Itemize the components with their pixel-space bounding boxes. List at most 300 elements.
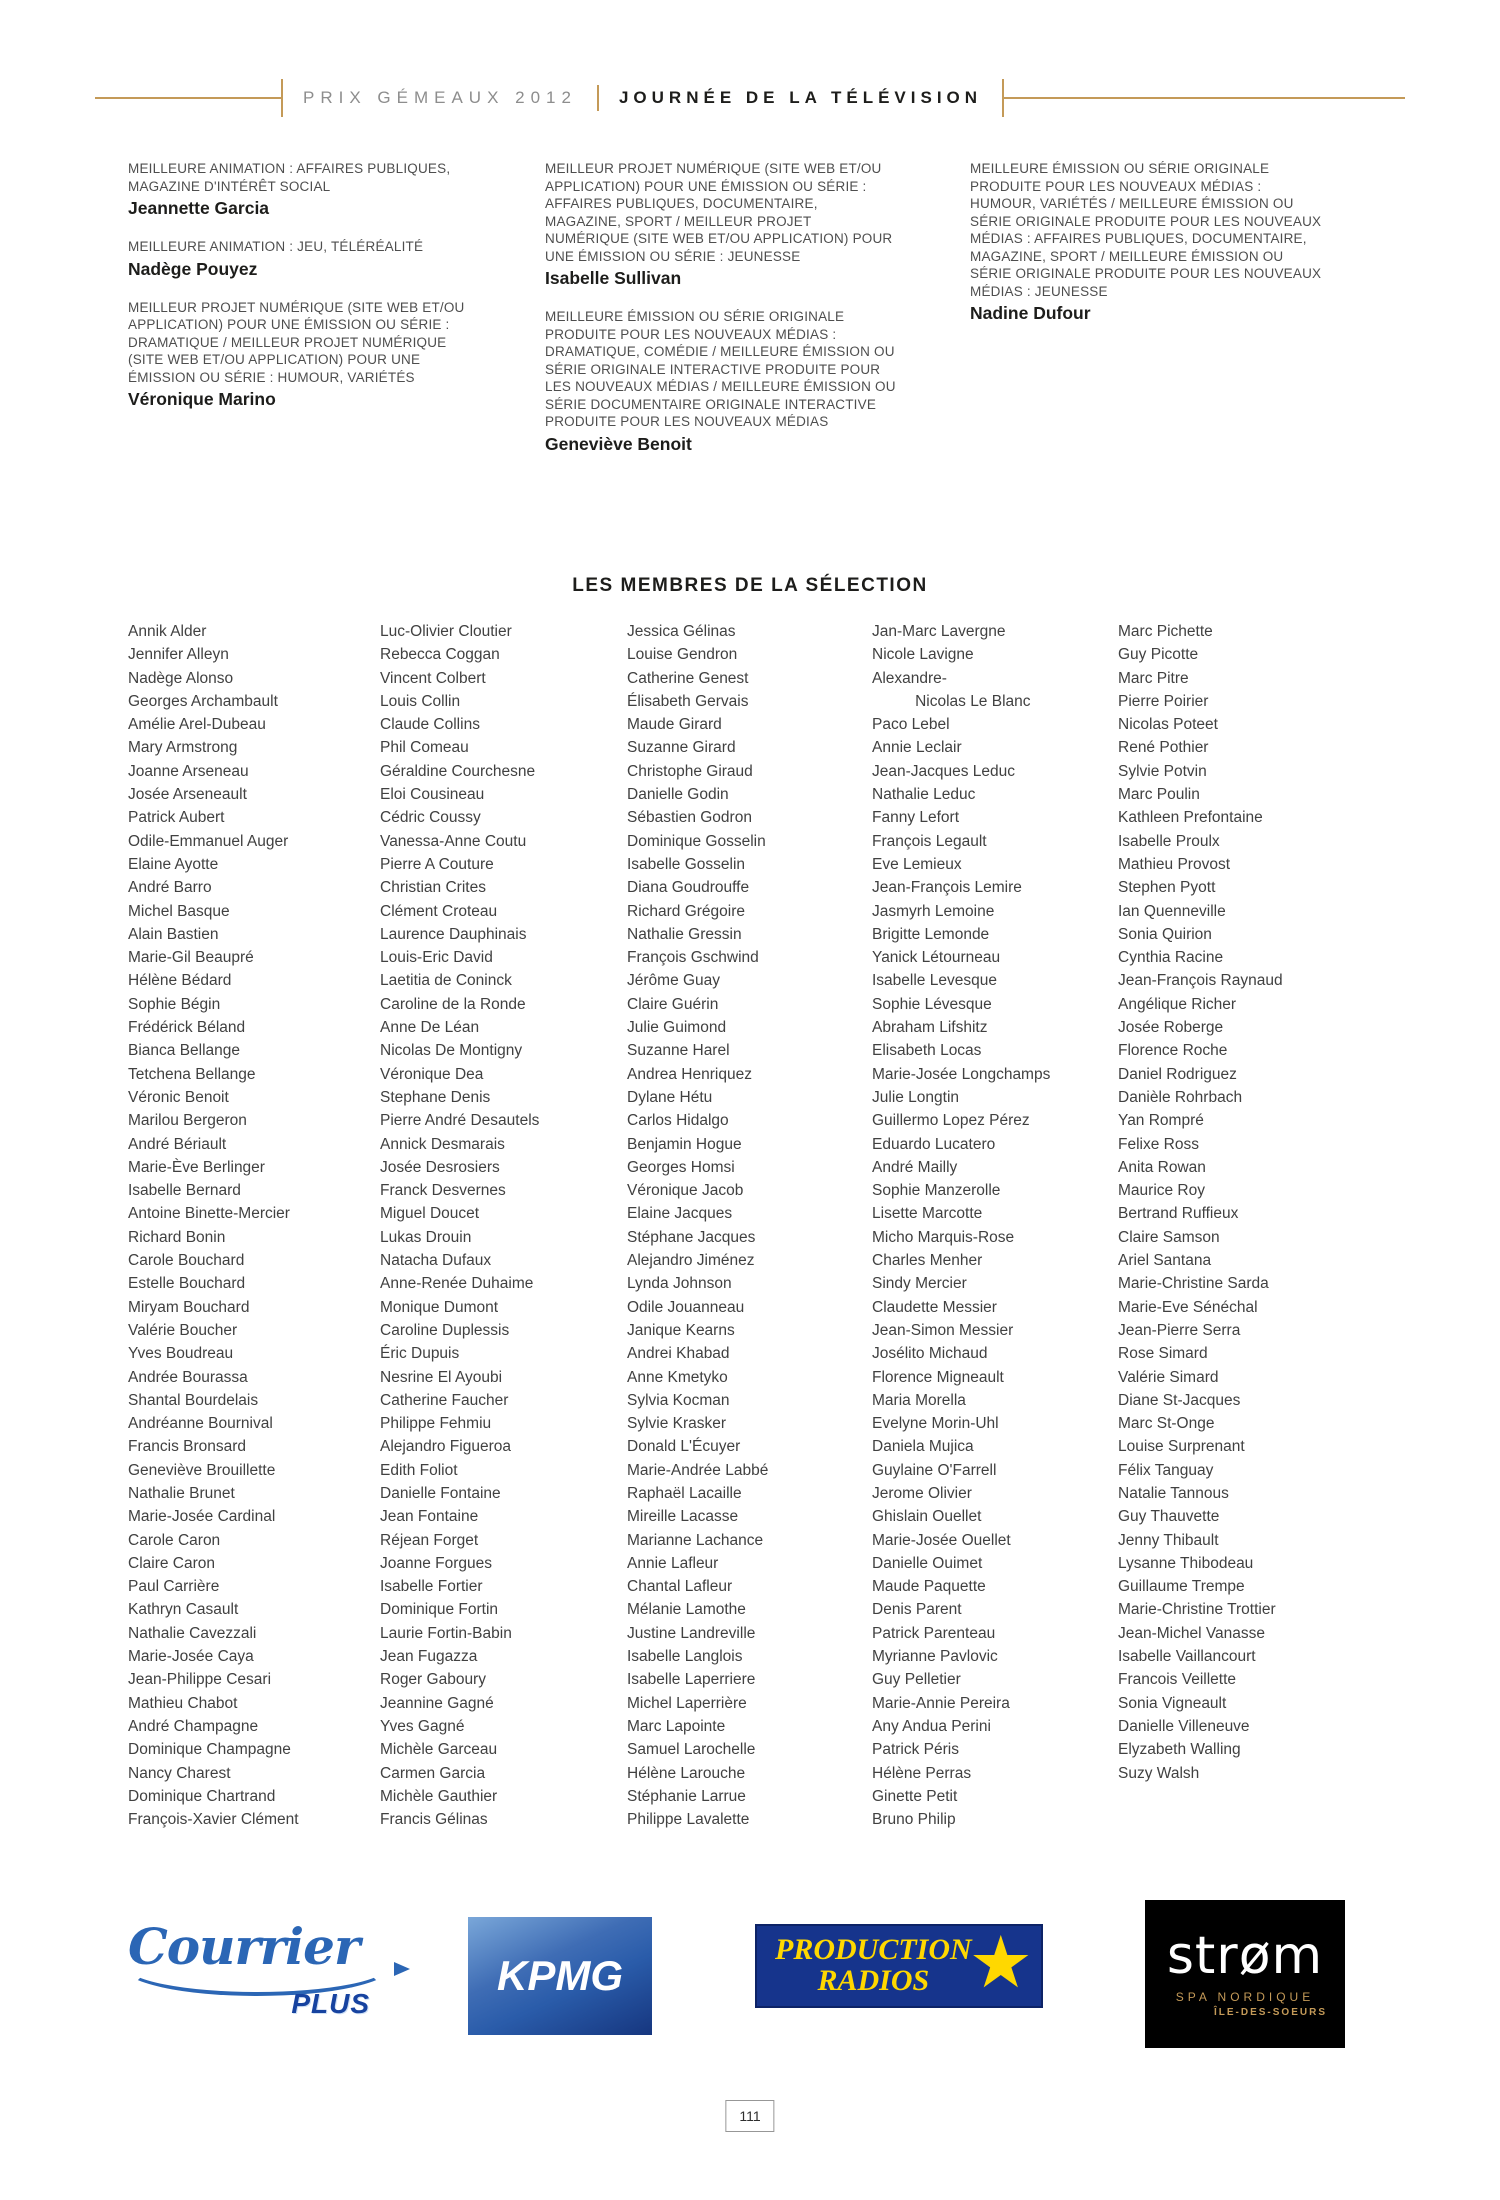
member-name: Josée Arseneault <box>128 786 247 804</box>
member-name: Lisette Marcotte <box>872 1205 983 1223</box>
member-name: Marie-Gil Beaupré <box>128 949 254 967</box>
member-name: Ghislain Ouellet <box>872 1508 982 1526</box>
member-name: Lukas Drouin <box>380 1228 472 1246</box>
award-entry <box>128 299 545 411</box>
member-name: Louis-Eric David <box>380 949 493 967</box>
member-name: Guillaume Trempe <box>1118 1578 1245 1596</box>
member-name: André Mailly <box>872 1158 958 1176</box>
member-name: Marie-Ève Berlinger <box>128 1158 265 1176</box>
member-name: Isabelle Vaillancourt <box>1118 1648 1256 1666</box>
member-name: Andrée Bourassa <box>128 1368 248 1386</box>
member-name: Nicolas Le Blanc <box>872 692 1031 710</box>
member-name: Hélène Bédard <box>128 972 232 990</box>
member-name: Marc Lapointe <box>627 1717 726 1735</box>
member-name: Evelyne Morin-Uhl <box>872 1415 999 1433</box>
member-name: Miryam Bouchard <box>128 1298 250 1316</box>
member-name: Frédérick Béland <box>128 1019 246 1037</box>
member-name: Dominique Fortin <box>380 1601 499 1619</box>
member-name: Justine Landreville <box>627 1624 756 1642</box>
member-name: Sindy Mercier <box>872 1275 967 1293</box>
member-name: Florence Roche <box>1118 1042 1228 1060</box>
member-name: Sonia Vigneault <box>1118 1694 1227 1712</box>
header-title-event: PRIX GÉMEAUX 2012 <box>303 88 577 107</box>
member-name: Julie Guimond <box>627 1019 727 1037</box>
members-section-title: LES MEMBRES DE LA SÉLECTION <box>572 575 928 596</box>
member-name: Géraldine Courchesne <box>380 762 536 780</box>
member-name: Richard Grégoire <box>627 902 746 920</box>
member-name: Annie Leclair <box>872 739 962 757</box>
member-name: Franck Desvernes <box>380 1182 506 1200</box>
award-winner: Isabelle Sullivan <box>545 268 682 288</box>
member-name: Louise Gendron <box>627 646 738 664</box>
courrier-swoosh-shape <box>122 1936 392 1996</box>
member-name: Maria Morella <box>872 1391 966 1409</box>
member-name: Ginette Petit <box>872 1787 958 1805</box>
award-entry <box>128 160 545 219</box>
member-name: Jean-Michel Vanasse <box>1118 1624 1266 1642</box>
member-name: Kathryn Casault <box>128 1601 239 1619</box>
member-name: Chantal Lafleur <box>627 1578 733 1596</box>
member-name: Danielle Villeneuve <box>1118 1717 1250 1735</box>
member-name: Patrick Aubert <box>128 809 225 827</box>
member-name: Denis Parent <box>872 1601 962 1619</box>
member-name: Georges Homsi <box>627 1158 735 1176</box>
production-radios-line1: PRODUCTION <box>775 1933 972 1967</box>
member-name: Claire Caron <box>128 1554 216 1572</box>
member-name: Caroline de la Ronde <box>380 995 526 1013</box>
member-name: Paco Lebel <box>872 716 950 734</box>
member-name: Marilou Bergeron <box>128 1112 247 1130</box>
member-name: Isabelle Bernard <box>128 1182 241 1200</box>
member-name: Sébastien Godron <box>627 809 752 827</box>
member-name: Alain Bastien <box>128 925 219 943</box>
member-name: Eduardo Lucatero <box>872 1135 996 1153</box>
member-name: Natalie Tannous <box>1118 1484 1229 1502</box>
member-name: Stephane Denis <box>380 1088 491 1106</box>
members-column-3 <box>627 620 872 1831</box>
member-name: Julie Longtin <box>872 1088 960 1106</box>
member-name: Claude Collins <box>380 716 480 734</box>
member-name: Daniel Rodriguez <box>1118 1065 1237 1083</box>
member-name: Samuel Larochelle <box>627 1741 756 1759</box>
production-radios-text <box>775 1935 972 1996</box>
member-name: Charles Menher <box>872 1252 983 1270</box>
member-name: Laurie Fortin-Babin <box>380 1624 512 1642</box>
member-name: Stéphanie Larrue <box>627 1787 746 1805</box>
member-name: André Champagne <box>128 1717 259 1735</box>
member-name: Paul Carrière <box>128 1578 220 1596</box>
members-column-1 <box>128 620 380 1831</box>
member-name: Yves Gagné <box>380 1717 465 1735</box>
member-name: Rebecca Coggan <box>380 646 500 664</box>
member-name: Marie-Christine Sarda <box>1118 1275 1269 1293</box>
member-name: François-Xavier Clément <box>128 1811 299 1829</box>
member-name: Hélène Perras <box>872 1764 972 1782</box>
member-name: Richard Bonin <box>128 1228 226 1246</box>
award-category: MEILLEURE ANIMATION : JEU, TÉLÉRÉALITÉ <box>128 239 424 254</box>
member-name: Diana Goudrouffe <box>627 879 750 897</box>
member-name: Clément Croteau <box>380 902 498 920</box>
member-name: Jean-François Raynaud <box>1118 972 1283 990</box>
member-name: Josée Desrosiers <box>380 1158 500 1176</box>
member-name: Elaine Ayotte <box>128 855 219 873</box>
member-name: Jean-Pierre Serra <box>1118 1321 1241 1339</box>
member-name: Carlos Hidalgo <box>627 1112 729 1130</box>
member-name: Jean Fontaine <box>380 1508 479 1526</box>
member-name: Dominique Gosselin <box>627 832 766 850</box>
awards-column-2 <box>545 160 970 474</box>
member-name: Any Andua Perini <box>872 1717 991 1735</box>
member-name: Annick Desmarais <box>380 1135 505 1153</box>
member-name: Jerome Olivier <box>872 1484 972 1502</box>
member-name: Bianca Bellange <box>128 1042 241 1060</box>
member-name: Stéphane Jacques <box>627 1228 756 1246</box>
member-name: Luc-Olivier Cloutier <box>380 623 512 640</box>
member-name: Geneviève Brouillette <box>128 1461 276 1479</box>
member-name: Nathalie Leduc <box>872 786 976 804</box>
page-number: 111 <box>725 2100 774 2132</box>
member-name: Marie-Annie Pereira <box>872 1694 1010 1712</box>
member-name: Suzy Walsh <box>1118 1764 1200 1782</box>
member-name: Sonia Quirion <box>1118 925 1212 943</box>
member-name: Tetchena Bellange <box>128 1065 256 1083</box>
member-name: Claudette Messier <box>872 1298 997 1316</box>
member-name: François Legault <box>872 832 987 850</box>
member-name: Francis Gélinas <box>380 1811 488 1829</box>
member-name: Brigitte Lemonde <box>872 925 990 943</box>
member-name: Sylvie Potvin <box>1118 762 1207 780</box>
member-name: Mireille Lacasse <box>627 1508 739 1526</box>
member-name: Guy Thauvette <box>1118 1508 1220 1526</box>
member-name: Marc St-Onge <box>1118 1415 1215 1433</box>
awards-section <box>128 160 1400 474</box>
award-category: MEILLEUR PROJET NUMÉRIQUE (SITE WEB ET/OU APPLICATION) POUR UNE ÉMISSION OU SÉRIE : AFFAIRES PUBLIQUES, DOCUMENTAIRE, MAGAZINE, SPORT / MEILLEUR PROJET NUMÉRIQUE (SITE WEB ET/OU APPLICATION) POUR UNE ÉMISSION OU SÉRIE : JEUNESSE <box>545 161 893 264</box>
member-name: Patrick Péris <box>872 1741 959 1759</box>
member-name: Donald L'Écuyer <box>627 1438 741 1456</box>
member-name: Nathalie Cavezzali <box>128 1624 257 1642</box>
strom-spa-logo <box>1145 1900 1345 2048</box>
member-name: Éric Dupuis <box>380 1345 460 1363</box>
member-name: Anne Kmetyko <box>627 1368 728 1386</box>
courrier-arrow-icon <box>394 1962 410 1976</box>
member-name: Daniela Mujica <box>872 1438 974 1456</box>
member-name: Christian Crites <box>380 879 486 897</box>
strom-tagline: SPA NORDIQUE <box>1175 1990 1315 2004</box>
member-name: François Gschwind <box>627 949 759 967</box>
member-name: Michel Laperrière <box>627 1694 747 1712</box>
member-name: Myrianne Pavlovic <box>872 1648 998 1666</box>
member-name: Marc Pitre <box>1118 669 1189 687</box>
member-name: Marianne Lachance <box>627 1531 764 1549</box>
member-name: Jennifer Alleyn <box>128 646 229 664</box>
member-name: Isabelle Laperriere <box>627 1671 756 1689</box>
member-name: Kathleen Prefontaine <box>1118 809 1263 827</box>
member-name: Ariel Santana <box>1118 1252 1212 1270</box>
member-name: Marie-Josée Caya <box>128 1648 254 1666</box>
member-name: Philippe Lavalette <box>627 1811 750 1829</box>
member-name: Marie-Christine Trottier <box>1118 1601 1276 1619</box>
award-winner: Véronique Marino <box>128 389 276 409</box>
member-name: Valérie Simard <box>1118 1368 1219 1386</box>
member-name: Janique Kearns <box>627 1321 735 1339</box>
member-name: Louis Collin <box>380 692 461 710</box>
member-name: Jean-Simon Messier <box>872 1321 1014 1339</box>
member-name: Sophie Lévesque <box>872 995 992 1013</box>
header-rule-right <box>1004 97 1405 99</box>
member-name: Yan Rompré <box>1118 1112 1204 1130</box>
member-name: Alejandro Jiménez <box>627 1252 755 1270</box>
member-name: Josélito Michaud <box>872 1345 988 1363</box>
member-name: Mathieu Chabot <box>128 1694 238 1712</box>
member-name: Bertrand Ruffieux <box>1118 1205 1239 1223</box>
member-name: Yanick Létourneau <box>872 949 1001 967</box>
member-name: Sophie Bégin <box>128 995 221 1013</box>
header-rule-left <box>95 97 281 99</box>
member-name: Véronique Jacob <box>627 1182 744 1200</box>
member-name: Isabelle Fortier <box>380 1578 483 1596</box>
member-name: Véronique Dea <box>380 1065 484 1083</box>
member-name: Sylvie Krasker <box>627 1415 727 1433</box>
member-name: Marie-Eve Sénéchal <box>1118 1298 1258 1316</box>
member-name: Hélène Larouche <box>627 1764 746 1782</box>
member-name: Danielle Godin <box>627 786 729 804</box>
member-name: Isabelle Proulx <box>1118 832 1220 850</box>
member-name: Yves Boudreau <box>128 1345 234 1363</box>
member-name: Claire Guérin <box>627 995 719 1013</box>
member-name: Bruno Philip <box>872 1811 956 1829</box>
awards-column-1 <box>128 160 545 474</box>
courrier-plus-logo <box>128 1917 398 2022</box>
member-name: Josée Roberge <box>1118 1019 1224 1037</box>
member-name: Andréanne Bournival <box>128 1415 273 1433</box>
member-name: Estelle Bouchard <box>128 1275 246 1293</box>
member-name: Valérie Boucher <box>128 1321 238 1339</box>
member-name: Laetitia de Coninck <box>380 972 512 990</box>
page-header <box>95 78 1405 118</box>
member-name: Nathalie Gressin <box>627 925 742 943</box>
member-name: Nicolas De Montigny <box>380 1042 523 1060</box>
member-name: Natacha Dufaux <box>380 1252 492 1270</box>
member-name: Ian Quenneville <box>1118 902 1226 920</box>
member-name: Jeannine Gagné <box>380 1694 494 1712</box>
member-name: Lysanne Thibodeau <box>1118 1554 1254 1572</box>
member-name: Joanne Arseneau <box>128 762 249 780</box>
member-name: Odile-Emmanuel Auger <box>128 832 289 850</box>
member-name: Roger Gaboury <box>380 1671 486 1689</box>
award-entry <box>545 308 970 455</box>
member-name: Pierre Poirier <box>1118 692 1209 710</box>
member-name: Guillermo Lopez Pérez <box>872 1112 1030 1130</box>
member-name: Isabelle Gosselin <box>627 855 746 873</box>
member-name: Elaine Jacques <box>627 1205 733 1223</box>
award-entry <box>545 160 970 289</box>
member-name: Carmen Garcia <box>380 1764 486 1782</box>
member-name: Nathalie Brunet <box>128 1484 235 1502</box>
member-name: Annie Lafleur <box>627 1554 719 1572</box>
member-name: Suzanne Harel <box>627 1042 730 1060</box>
member-name: Jenny Thibault <box>1118 1531 1219 1549</box>
member-name: Francis Bronsard <box>128 1438 247 1456</box>
member-name: Jean-Jacques Leduc <box>872 762 1016 780</box>
member-name: Carole Caron <box>128 1531 221 1549</box>
member-name: Danièle Rohrbach <box>1118 1088 1243 1106</box>
member-name: Nicole Lavigne <box>872 646 974 664</box>
award-category: MEILLEURE ÉMISSION OU SÉRIE ORIGINALE PRODUITE POUR LES NOUVEAUX MÉDIAS : DRAMATIQUE, COMÉDIE / MEILLEURE ÉMISSION OU SÉRIE ORIGINALE INTERACTIVE PRODUITE POUR LES NOUVEAUX MÉDIAS / MEILLEURE ÉMISSION OU SÉRIE DOCUMENTAIRE ORIGINALE INTERACTIVE PRODUITE POUR LES NOUVEAUX MÉDIAS <box>545 309 896 429</box>
member-name: Maude Girard <box>627 716 722 734</box>
header-title-section: JOURNÉE DE LA TÉLÉVISION <box>618 88 983 107</box>
production-radios-logo <box>755 1924 1043 2008</box>
award-winner: Jeannette Garcia <box>128 198 270 218</box>
member-name: Eve Lemieux <box>872 855 962 873</box>
member-name: Catherine Faucher <box>380 1391 509 1409</box>
member-name: Jean-François Lemire <box>872 879 1022 897</box>
member-name: Pierre André Desautels <box>380 1112 540 1130</box>
member-name: Isabelle Langlois <box>627 1648 743 1666</box>
member-name: Phil Comeau <box>380 739 469 757</box>
strom-location: ÎLE-DES-SOEURS <box>1213 2007 1327 2018</box>
member-name: Elyzabeth Walling <box>1118 1741 1241 1759</box>
member-name: Guy Picotte <box>1118 646 1199 664</box>
kpmg-logo-word: KPMG <box>497 1952 623 1999</box>
member-name: Joanne Forgues <box>380 1554 493 1572</box>
member-name: Jessica Gélinas <box>627 623 736 640</box>
member-name: Abraham Lifshitz <box>872 1019 988 1037</box>
member-name: Catherine Genest <box>627 669 749 687</box>
member-name: Michèle Garceau <box>380 1741 498 1759</box>
award-category: MEILLEURE ANIMATION : AFFAIRES PUBLIQUES, MAGAZINE D'INTÉRÊT SOCIAL <box>128 161 451 194</box>
member-name: Philippe Fehmiu <box>380 1415 492 1433</box>
member-name: Laurence Dauphinais <box>380 925 527 943</box>
member-name: Alejandro Figueroa <box>380 1438 511 1456</box>
member-name: Claire Samson <box>1118 1228 1220 1246</box>
member-name: Maude Paquette <box>872 1578 986 1596</box>
member-name: Louise Surprenant <box>1118 1438 1245 1456</box>
member-name: Guy Pelletier <box>872 1671 961 1689</box>
member-name: Réjean Forget <box>380 1531 479 1549</box>
member-name: Vanessa-Anne Coutu <box>380 832 527 850</box>
member-name: Mathieu Provost <box>1118 855 1230 873</box>
member-name: Marie-Josée Longchamps <box>872 1065 1051 1083</box>
member-name: Edith Foliot <box>380 1461 458 1479</box>
member-name: Michèle Gauthier <box>380 1787 498 1805</box>
award-winner: Nadège Pouyez <box>128 258 258 279</box>
member-name: Marie-Andrée Labbé <box>627 1461 769 1479</box>
member-name: Dylane Hétu <box>627 1088 713 1106</box>
member-name: Nicolas Poteet <box>1118 716 1218 734</box>
member-name: Patrick Parenteau <box>872 1624 996 1642</box>
member-name: Dominique Chartrand <box>128 1787 276 1805</box>
member-name: Micho Marquis-Rose <box>872 1228 1015 1246</box>
member-name: Anne-Renée Duhaime <box>380 1275 534 1293</box>
awards-column-3 <box>970 160 1400 474</box>
member-name: Danielle Ouimet <box>872 1554 983 1572</box>
member-name: Michel Basque <box>128 902 230 920</box>
member-name: Lynda Johnson <box>627 1275 732 1293</box>
member-name: Guylaine O'Farrell <box>872 1461 997 1479</box>
member-name: Pierre A Couture <box>380 855 494 873</box>
star-icon: ★ <box>968 1923 1033 2004</box>
member-name: Marc Poulin <box>1118 786 1200 804</box>
member-name: Nancy Charest <box>128 1764 231 1782</box>
member-name: Diane St-Jacques <box>1118 1391 1241 1409</box>
member-name: Benjamin Hogue <box>627 1135 742 1153</box>
member-name: Felixe Ross <box>1118 1135 1199 1153</box>
members-column-4 <box>872 620 1118 1831</box>
member-name: André Barro <box>128 879 212 897</box>
member-name: Marie-Josée Ouellet <box>872 1531 1011 1549</box>
member-name: Mélanie Lamothe <box>627 1601 746 1619</box>
award-category: MEILLEUR PROJET NUMÉRIQUE (SITE WEB ET/OU APPLICATION) POUR UNE ÉMISSION OU SÉRIE : DRAMATIQUE / MEILLEUR PROJET NUMÉRIQUE (SITE WEB ET/OU APPLICATION) POUR UNE ÉMISSION OU SÉRIE : HUMOUR, VARIÉTÉS <box>128 299 465 385</box>
courrier-plus-word: PLUS <box>291 1988 370 2019</box>
member-name: Eloi Cousineau <box>380 786 485 804</box>
member-name: Mary Armstrong <box>128 739 238 757</box>
members-column-2 <box>380 620 627 1831</box>
member-name: Jan-Marc Lavergne <box>872 623 1006 640</box>
member-name: Monique Dumont <box>380 1298 499 1316</box>
award-winner: Nadine Dufour <box>970 303 1091 323</box>
member-name: Miguel Doucet <box>380 1205 480 1223</box>
production-radios-line2: RADIOS <box>817 1964 930 1997</box>
member-name: Marie-Josée Cardinal <box>128 1508 276 1526</box>
award-entry <box>970 160 1400 324</box>
member-name: Andrea Henriquez <box>627 1065 752 1083</box>
award-entry <box>128 238 545 280</box>
member-name: Sophie Manzerolle <box>872 1182 1001 1200</box>
member-name: Francois Veillette <box>1118 1671 1237 1689</box>
member-name: Suzanne Girard <box>627 739 736 757</box>
member-name: Andrei Khabad <box>627 1345 730 1363</box>
member-name: Jasmyrh Lemoine <box>872 902 995 920</box>
member-name: Shantal Bourdelais <box>128 1391 259 1409</box>
member-name: Georges Archambault <box>128 692 278 710</box>
member-name: Stephen Pyott <box>1118 879 1216 897</box>
member-name: Nesrine El Ayoubi <box>380 1368 503 1386</box>
member-name: Raphaël Lacaille <box>627 1484 742 1502</box>
member-name: Jean-Philippe Cesari <box>128 1671 272 1689</box>
member-name: Cédric Coussy <box>380 809 481 827</box>
courrier-logo-word: Courrier <box>128 1917 360 1976</box>
member-name: Anita Rowan <box>1118 1158 1206 1176</box>
member-name: Odile Jouanneau <box>627 1298 745 1316</box>
member-name: René Pothier <box>1118 739 1209 757</box>
member-name: Fanny Lefort <box>872 809 960 827</box>
award-winner: Geneviève Benoit <box>545 433 692 454</box>
member-name: Angélique Richer <box>1118 995 1237 1013</box>
member-name: Christophe Giraud <box>627 762 753 780</box>
member-name: Nadège Alonso <box>128 669 234 687</box>
member-name: André Bériault <box>128 1135 227 1153</box>
member-name: Vincent Colbert <box>380 669 486 687</box>
member-name: Danielle Fontaine <box>380 1484 501 1502</box>
member-name: Rose Simard <box>1118 1345 1208 1363</box>
member-name: Annik Alder <box>128 623 207 640</box>
members-column-5 <box>1118 620 1370 1831</box>
member-name: Sylvia Kocman <box>627 1391 730 1409</box>
member-name: Jean Fugazza <box>380 1648 478 1666</box>
member-name: Caroline Duplessis <box>380 1321 510 1339</box>
member-name: Véronic Benoit <box>128 1088 229 1106</box>
member-name: Jérôme Guay <box>627 972 721 990</box>
member-name: Amélie Arel-Dubeau <box>128 716 266 734</box>
kpmg-logo <box>468 1917 652 2035</box>
member-name: Dominique Champagne <box>128 1741 291 1759</box>
member-name: Elisabeth Locas <box>872 1042 982 1060</box>
member-name: Marc Pichette <box>1118 623 1213 640</box>
member-name: Carole Bouchard <box>128 1252 245 1270</box>
member-name: Florence Migneault <box>872 1368 1004 1386</box>
member-name: Cynthia Racine <box>1118 949 1224 967</box>
member-name: Maurice Roy <box>1118 1182 1205 1200</box>
